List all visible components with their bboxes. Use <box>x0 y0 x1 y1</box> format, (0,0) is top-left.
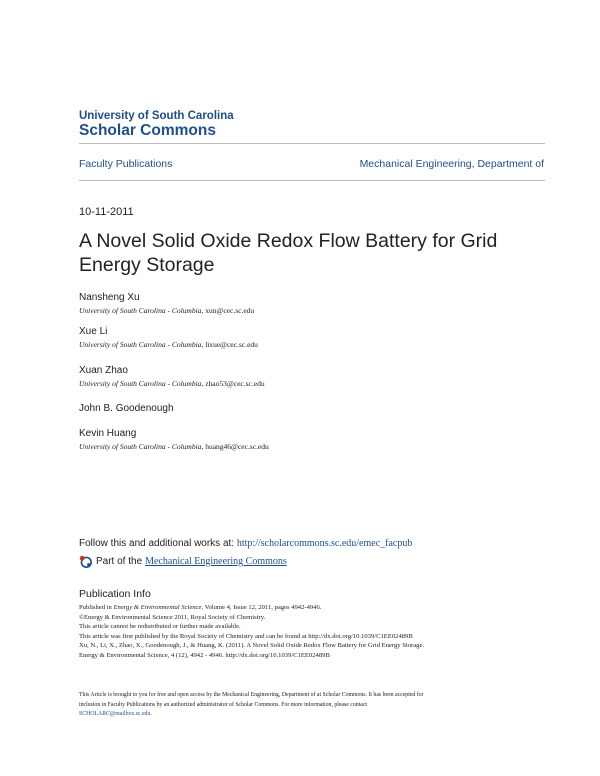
author-entry <box>79 428 539 451</box>
author-affiliation: University of South Carolina - Columbia, xun@cec.sc.edu <box>79 306 255 315</box>
redistribution-line: This article cannot be redistributed or further made available. <box>79 623 241 631</box>
follow-text: Follow this and additional works at: <box>79 538 235 549</box>
author-email[interactable]: zhao53@cec.sc.edu <box>205 379 265 388</box>
first-published-line: This article was first published by the Royal Society of Chemistry and can be found at http://dx.doi.org/10.1039/C1EE02489B <box>79 632 413 640</box>
repository-name[interactable]: Scholar Commons <box>79 122 216 139</box>
copyright-line: ©Energy & Environmental Science 2011, Royal Society of Chemistry. <box>79 613 266 621</box>
publication-info-body: Published in Energy & Environmental Science, Volume 4, Issue 12, 2011, pages 4942-4946. ©Energy & Environmental Science 2011, Royal Society of Chemistry. This article cannot be redistributed or further made available. This article was first published by the Royal Society of Chemistry and can be found at http://dx.doi.org/10.1039/C1EE02489B Xu, N., Li, X., Zhao, X., Goodenough, J., & Huang, K. (2011). A Novel Solid Oxide Redox Flow Battery for Grid Energy Storage. Energy & Environmental Science, 4 (12), 4942 - 4946. http://dx.doi.org/10.1039/C1EE02489B <box>79 603 549 661</box>
header-divider <box>79 143 545 144</box>
author-name[interactable]: Kevin Huang <box>79 428 137 439</box>
access-notice: This Article is brought to you for free and open access by the Mechanical Engineering, Department of at Scholar Commons. It has been accepted for inclusion in Faculty Publications by an authorized administrator of Scholar Commons. For more information, please contact SCHOLARC@mailbox.sc.edu. <box>79 692 424 717</box>
commons-network-icon <box>79 555 92 568</box>
faculty-publications-link[interactable]: Faculty Publications <box>79 158 173 170</box>
author-name[interactable]: Xue Li <box>79 326 108 337</box>
citation-line-2: Energy & Environmental Science, 4 (12), 4942 - 4946. http://dx.doi.org/10.1039/C1EE02489B <box>79 651 330 659</box>
author-email[interactable]: xun@cec.sc.edu <box>205 306 255 315</box>
collection-url-link[interactable]: http://scholarcommons.sc.edu/emec_facpub <box>236 538 413 549</box>
author-entry <box>79 365 539 388</box>
department-link[interactable]: Mechanical Engineering, Department of <box>359 158 544 170</box>
author-affiliation: University of South Carolina - Columbia, huang46@cec.sc.edu <box>79 442 269 451</box>
author-entry <box>79 326 539 349</box>
part-of-commons <box>79 555 287 568</box>
university-name[interactable]: University of South Carolina <box>79 110 234 122</box>
author-entry <box>79 403 539 414</box>
author-name[interactable]: Nansheng Xu <box>79 292 140 303</box>
nav-divider <box>79 180 545 181</box>
publication-date: 10-11-2011 <box>79 206 134 218</box>
author-affiliation: University of South Carolina - Columbia, zhao53@cec.sc.edu <box>79 379 265 388</box>
author-email[interactable]: lixue@cec.sc.edu <box>205 340 258 349</box>
author-name[interactable]: John B. Goodenough <box>79 403 174 414</box>
part-of-text: Part of the <box>96 556 143 567</box>
journal-name: Energy & Environmental Science <box>113 604 202 611</box>
author-entry <box>79 292 539 315</box>
author-email[interactable]: huang46@cec.sc.edu <box>205 442 269 451</box>
author-name[interactable]: Xuan Zhao <box>79 365 128 376</box>
publication-info-heading: Publication Info <box>79 588 151 600</box>
mechanical-engineering-commons-link[interactable]: Mechanical Engineering Commons <box>145 556 287 567</box>
author-affiliation: University of South Carolina - Columbia, lixue@cec.sc.edu <box>79 340 258 349</box>
article-title: A Novel Solid Oxide Redox Flow Battery for Grid Energy Storage <box>79 230 498 276</box>
follow-works <box>79 538 412 549</box>
contact-email-link[interactable]: SCHOLARC@mailbox.sc.edu <box>79 711 151 717</box>
citation-line: Xu, N., Li, X., Zhao, X., Goodenough, J., & Huang, K. (2011). A Novel Solid Oxide Redox Flow Battery for Grid Energy Storage. <box>79 642 425 650</box>
